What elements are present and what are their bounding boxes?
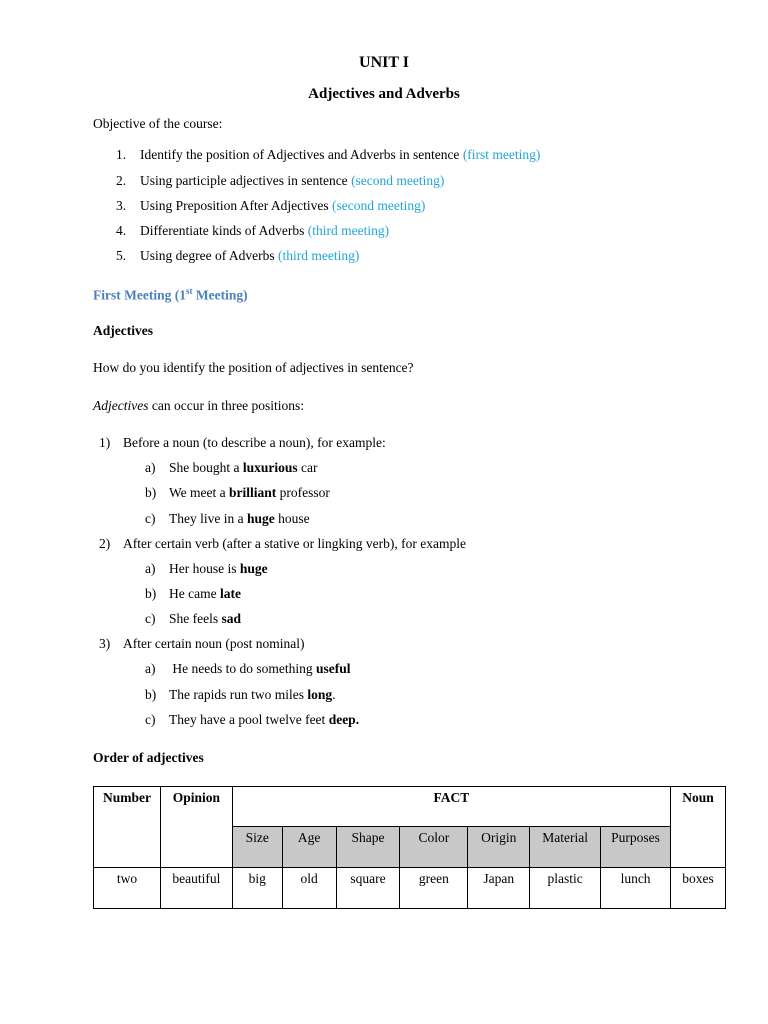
list-item-text: Using degree of Adverbs [140,248,278,263]
example-item [145,661,351,677]
example-item [145,460,318,476]
example-item [145,712,359,728]
example-adjective: late [219,586,241,601]
example-text: She bought a [169,460,243,475]
example-letter: c) [145,611,156,626]
example-item [145,586,241,602]
example-text: He came [169,586,220,601]
table-cell-size: big [232,868,282,909]
example-item [145,561,268,577]
position-number: 2) [99,536,111,551]
example-letter: c) [145,712,156,727]
example-adjective: luxurious [242,460,298,475]
objective-heading: Objective of the course: [93,116,223,131]
example-adjective: useful [315,661,351,676]
table-cell-color: green [400,868,468,909]
example-adjective: huge [239,561,268,576]
table-subheader-origin: Origin [468,827,530,868]
table-subheader-material: Material [530,827,601,868]
list-item-note: (second meeting) [331,198,426,213]
example-text: . [332,687,336,702]
example-text: They have a pool twelve feet [169,712,329,727]
page-title: Adjectives and Adverbs [308,86,460,102]
table-cell-origin: Japan [468,868,530,909]
table-header-noun: Noun [671,787,726,868]
example-adjective: long [307,687,333,702]
table-row [94,868,726,909]
example-item [145,511,310,527]
list-item-number: 3. [116,198,127,213]
list-item [116,198,425,214]
list-item [116,173,444,189]
table-subheader-purposes: Purposes [601,827,671,868]
list-item-note: (second meeting) [351,173,445,188]
list-item-number: 2. [116,173,127,188]
list-item-note: (third meeting) [307,223,390,238]
example-text: The rapids run two miles [169,687,308,702]
list-item-text: Using participle adjectives in sentence [140,173,352,188]
example-text: house [274,511,310,526]
example-text: car [297,460,318,475]
table-cell-shape: square [336,868,400,909]
table-cell-age: old [282,868,336,909]
order-heading: Order of adjectives [93,750,204,765]
example-adjective: brilliant [229,485,277,500]
example-letter: a) [145,561,156,576]
meeting-heading-suffix: Meeting) [192,287,248,303]
position-number: 3) [99,636,111,651]
intro-text: can occur in three positions: [148,398,305,413]
example-adjective: huge [246,511,275,526]
position-item [99,536,466,552]
list-item-number: 5. [116,248,127,263]
table-subheader-size: Size [232,827,282,868]
meeting-heading-prefix: First Meeting (1 [93,287,186,303]
table-cell-opinion: beautiful [160,868,232,909]
list-item [116,223,389,239]
list-item-note: (first meeting) [462,147,541,162]
table-cell-purposes: lunch [601,868,671,909]
table-header-number: Number [94,787,161,868]
example-text: They live in a [169,511,247,526]
example-text: He needs to do something [169,661,316,676]
unit-title: UNIT I [359,54,409,71]
example-letter: a) [145,460,156,475]
position-item [99,636,304,652]
list-item [116,248,359,264]
list-item-number: 4. [116,223,127,238]
example-item [145,611,241,627]
example-adjective: deep. [328,712,360,727]
example-letter: b) [145,586,157,601]
position-text: Before a noun (to describe a noun), for example: [123,435,386,450]
list-item-number: 1. [116,147,127,162]
example-letter: b) [145,485,157,500]
adjective-order-table [93,786,726,909]
example-item [145,485,330,501]
example-text: Her house is [169,561,240,576]
example-item [145,687,336,703]
list-item-text: Differentiate kinds of Adverbs [140,223,308,238]
example-letter: c) [145,511,156,526]
example-text: She feels [169,611,222,626]
table-header-fact: FACT [232,787,670,827]
table-subheader-age: Age [282,827,336,868]
section-intro [93,398,304,414]
intro-term: Adjectives [93,398,149,413]
example-letter: a) [145,661,156,676]
position-text: After certain verb (after a stative or lingking verb), for example [123,536,466,551]
list-item-text: Identify the position of Adjectives and Adverbs in sentence [140,147,463,162]
table-cell-noun: boxes [671,868,726,909]
meeting-heading-sup: st [185,286,193,296]
list-item-text: Using Preposition After Adjectives [140,198,332,213]
section-question: How do you identify the position of adjectives in sentence? [93,360,414,375]
position-number: 1) [99,435,111,450]
meeting-heading [93,286,248,304]
example-text: professor [276,485,330,500]
position-item [99,435,386,451]
position-text: After certain noun (post nominal) [123,636,305,651]
section-heading: Adjectives [93,323,153,338]
list-item [116,147,540,163]
table-cell-number: two [94,868,161,909]
example-text: We meet a [169,485,230,500]
table-cell-material: plastic [530,868,601,909]
list-item-note: (third meeting) [277,248,360,263]
example-adjective: sad [221,611,241,626]
table-header-opinion: Opinion [160,787,232,868]
table-subheader-shape: Shape [336,827,400,868]
example-letter: b) [145,687,157,702]
table-subheader-color: Color [400,827,468,868]
